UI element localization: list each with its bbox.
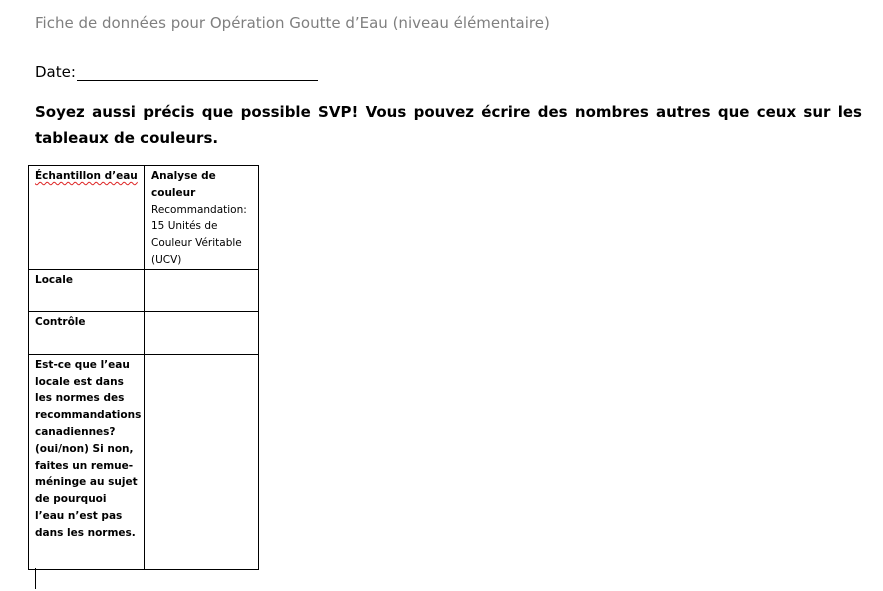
recommendation-text: Recommandation: 15 Unités de Couleur Véritable (UCV) — [151, 203, 247, 266]
instructions-text: Soyez aussi précis que possible SVP! Vous pouvez écrire des nombres autres que ceux sur les tableaux de couleurs. — [35, 103, 862, 147]
row-label-local: Locale — [35, 273, 73, 286]
row-label-cell[interactable] — [29, 269, 145, 311]
sample-header-label: Échantillon d’eau — [35, 170, 138, 182]
analysis-header-title: Analyse de couleur — [151, 170, 216, 199]
date-label: Date: — [35, 63, 76, 81]
date-field — [35, 63, 318, 81]
table-header-row — [29, 166, 259, 270]
header-cell-sample[interactable] — [29, 166, 145, 270]
data-table — [28, 165, 259, 570]
table-row — [29, 354, 259, 569]
page-title: Fiche de données pour Opération Goutte d’Eau (niveau élémentaire) — [35, 14, 550, 32]
row-label-cell[interactable] — [29, 354, 145, 569]
value-cell-control[interactable] — [145, 311, 259, 354]
value-cell-local[interactable] — [145, 269, 259, 311]
row-label-cell[interactable] — [29, 311, 145, 354]
text-cursor — [35, 568, 36, 589]
header-cell-analysis[interactable] — [145, 166, 259, 270]
table-row — [29, 269, 259, 311]
row-label-question: Est-ce que l’eau locale est dans les normes des recommandations canadiennes? (oui/non) Si non, faites un remue-méninge au sujet de pourquoi l’eau n’est pas dans les normes. — [35, 358, 142, 539]
date-blank-line[interactable] — [77, 65, 318, 81]
table-row — [29, 311, 259, 354]
row-label-control: Contrôle — [35, 315, 86, 328]
value-cell-answer[interactable] — [145, 354, 259, 569]
